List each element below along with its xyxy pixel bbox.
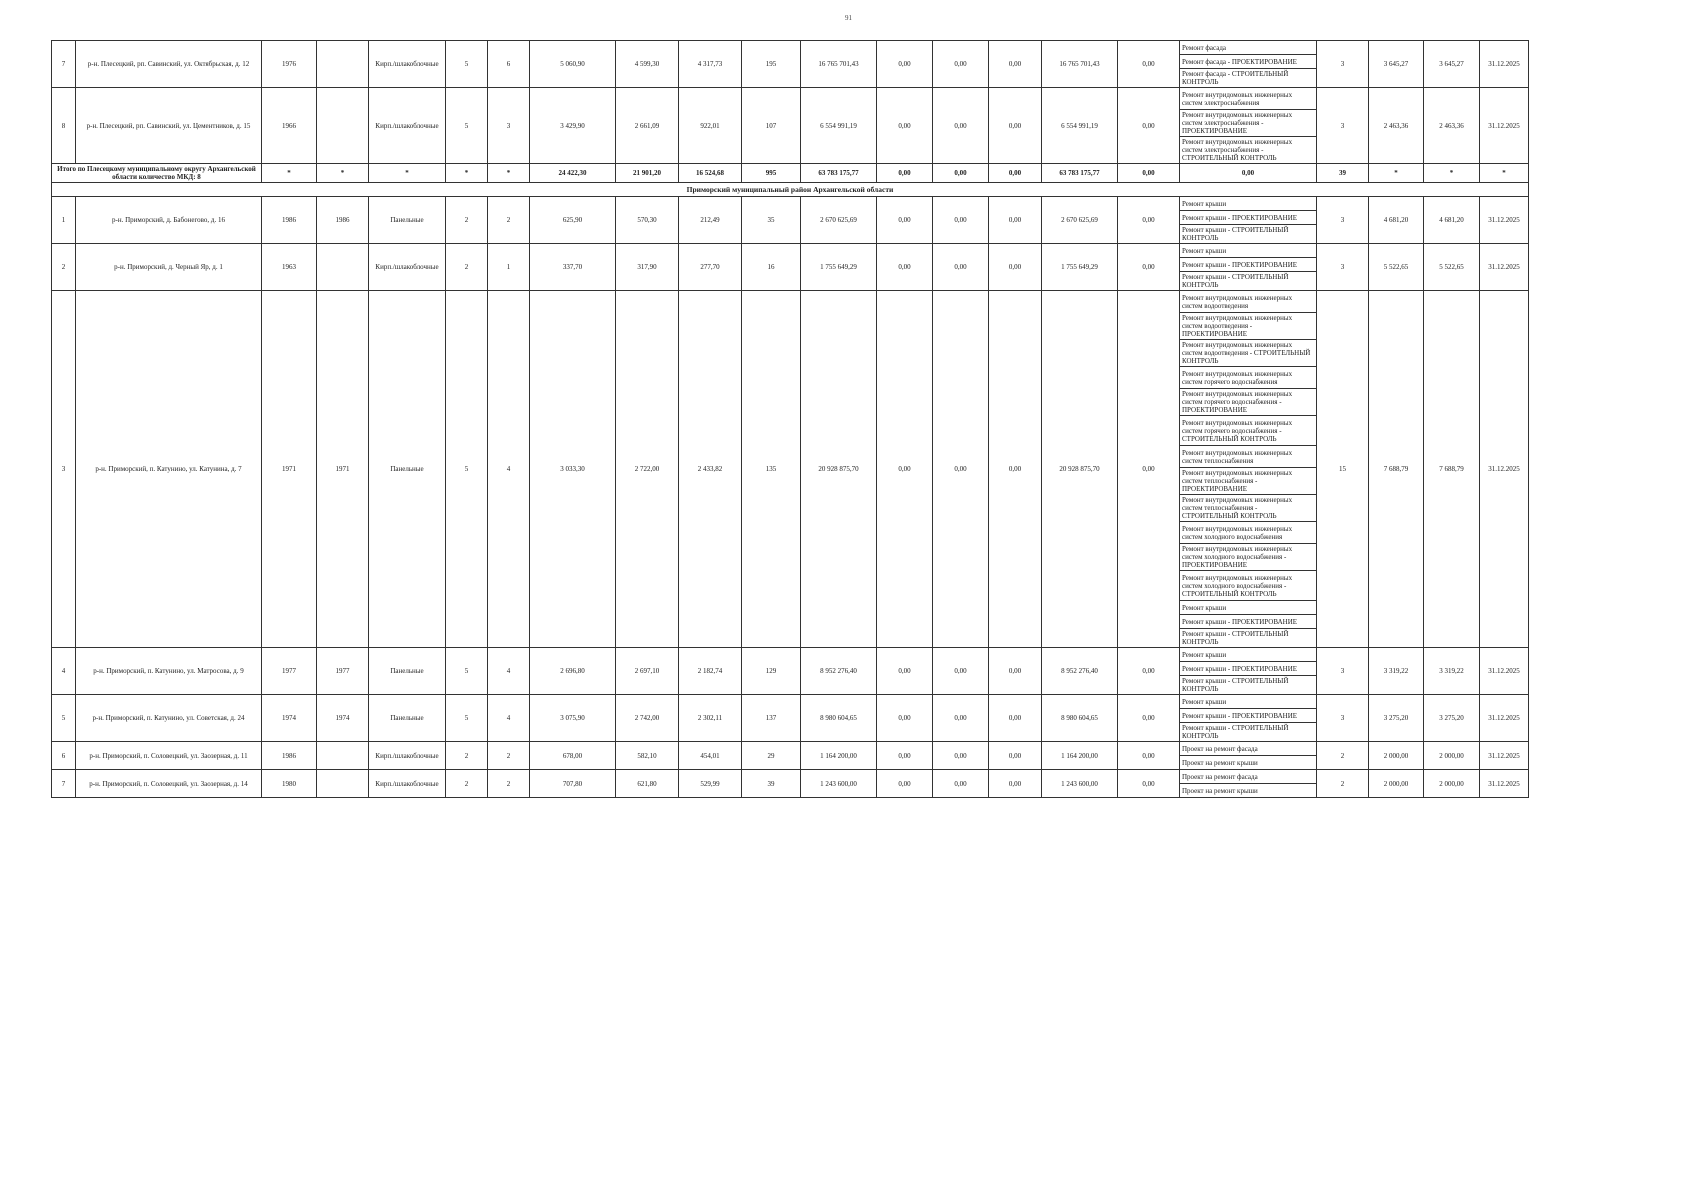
max-unit-cost-cell: 5 522,65 [1424, 244, 1480, 291]
residents-cell: 195 [742, 41, 801, 88]
cost-owners-cell: 20 928 875,70 [1042, 291, 1118, 648]
cost-other-cell: 0,00 [1118, 648, 1180, 695]
cost-federal-cell: 0,00 [877, 88, 933, 164]
cost-regional-cell: 0,00 [933, 742, 989, 770]
row-number: 1 [52, 197, 76, 244]
owned-area-cell: 529,99 [679, 770, 742, 798]
deadline-cell: 31.12.2025 [1480, 695, 1529, 742]
floors-cell: 5 [446, 695, 488, 742]
year-reconstruction-cell: 1971 [317, 291, 369, 648]
table-row [52, 41, 1529, 55]
cost-total-cell: 1 243 600,00 [801, 770, 877, 798]
total-label: Итого по Плесецкому муниципальному округу Архангельской области количество МКД: 8 [52, 164, 262, 183]
total-c-floors-cell: * [446, 164, 488, 183]
work-type-cell: Ремонт крыши - ПРОЕКТИРОВАНИЕ [1180, 211, 1317, 225]
entrances-cell: 4 [488, 648, 530, 695]
cost-federal-cell: 0,00 [877, 648, 933, 695]
floors-cell: 5 [446, 88, 488, 164]
table-row [52, 742, 1529, 756]
cost-other-cell: 0,00 [1118, 88, 1180, 164]
work-type-cell: Ремонт внутридомовых инженерных систем водоотведения [1180, 291, 1317, 313]
wall-material-cell: Кирп./шлакоблочные [369, 88, 446, 164]
entrances-cell: 2 [488, 742, 530, 770]
total-cost-owners-cell: 63 783 175,77 [1042, 164, 1118, 183]
floors-cell: 2 [446, 742, 488, 770]
section-header-row [52, 183, 1529, 197]
total-residents-cell: 995 [742, 164, 801, 183]
row-number: 2 [52, 244, 76, 291]
max-unit-cost-cell: 2 463,36 [1424, 88, 1480, 164]
work-type-cell: Проект на ремонт фасада [1180, 742, 1317, 756]
cost-owners-cell: 1 755 649,29 [1042, 244, 1118, 291]
year-built-cell: 1976 [262, 41, 317, 88]
cost-owners-cell: 6 554 991,19 [1042, 88, 1118, 164]
works-count-cell: 3 [1317, 244, 1369, 291]
table-row [52, 695, 1529, 709]
max-unit-cost-cell: 3 645,27 [1424, 41, 1480, 88]
cost-owners-cell: 1 243 600,00 [1042, 770, 1118, 798]
year-built-cell: 1986 [262, 742, 317, 770]
work-type-cell: Ремонт крыши [1180, 601, 1317, 615]
entrances-cell: 4 [488, 695, 530, 742]
work-type-cell: Ремонт внутридомовых инженерных систем горячего водоснабжения - СТРОИТЕЛЬНЫЙ КОНТРОЛЬ [1180, 416, 1317, 446]
total-works-count-cell: 39 [1317, 164, 1369, 183]
living-area-cell: 570,30 [616, 197, 679, 244]
wall-material-cell: Кирп./шлакоблочные [369, 244, 446, 291]
cost-local-cell: 0,00 [989, 197, 1042, 244]
owned-area-cell: 2 433,82 [679, 291, 742, 648]
year-reconstruction-cell: 1986 [317, 197, 369, 244]
year-built-cell: 1963 [262, 244, 317, 291]
wall-material-cell: Панельные [369, 695, 446, 742]
wall-material-cell: Кирп./шлакоблочные [369, 742, 446, 770]
deadline-cell: 31.12.2025 [1480, 41, 1529, 88]
floors-cell: 5 [446, 41, 488, 88]
work-type-cell: Проект на ремонт фасада [1180, 770, 1317, 784]
work-type-cell: Ремонт фасада [1180, 41, 1317, 55]
entrances-cell: 4 [488, 291, 530, 648]
total-area-cell: 2 696,80 [530, 648, 616, 695]
cost-other-cell: 0,00 [1118, 770, 1180, 798]
row-number: 7 [52, 41, 76, 88]
owned-area-cell: 454,01 [679, 742, 742, 770]
capital-repair-table [51, 40, 1529, 798]
cost-local-cell: 0,00 [989, 41, 1042, 88]
section-title: Приморский муниципальный район Архангельской области [52, 183, 1529, 197]
unit-cost-cell: 5 522,65 [1369, 244, 1424, 291]
work-type-cell: Ремонт внутридомовых инженерных систем электроснабжения - ПРОЕКТИРОВАНИЕ [1180, 110, 1317, 137]
cost-local-cell: 0,00 [989, 648, 1042, 695]
living-area-cell: 2 722,00 [616, 291, 679, 648]
work-type-cell: Ремонт крыши - ПРОЕКТИРОВАНИЕ [1180, 615, 1317, 629]
work-type-cell: Ремонт внутридомовых инженерных систем теплоснабжения [1180, 446, 1317, 468]
entrances-cell: 2 [488, 197, 530, 244]
unit-cost-cell: 2 000,00 [1369, 770, 1424, 798]
address-cell: р-н. Плесецкий, рп. Савинский, ул. Октябрьская, д. 12 [76, 41, 262, 88]
cost-local-cell: 0,00 [989, 770, 1042, 798]
cost-local-cell: 0,00 [989, 88, 1042, 164]
year-built-cell: 1986 [262, 197, 317, 244]
owned-area-cell: 4 317,73 [679, 41, 742, 88]
works-count-cell: 2 [1317, 770, 1369, 798]
entrances-cell: 6 [488, 41, 530, 88]
unit-cost-cell: 3 275,20 [1369, 695, 1424, 742]
max-unit-cost-cell: 4 681,20 [1424, 197, 1480, 244]
deadline-cell: 31.12.2025 [1480, 197, 1529, 244]
address-cell: р-н. Плесецкий, рп. Савинский, ул. Цементников, д. 15 [76, 88, 262, 164]
work-type-cell: Ремонт внутридомовых инженерных систем теплоснабжения - СТРОИТЕЛЬНЫЙ КОНТРОЛЬ [1180, 495, 1317, 522]
deadline-cell: 31.12.2025 [1480, 742, 1529, 770]
cost-owners-cell: 16 765 701,43 [1042, 41, 1118, 88]
living-area-cell: 4 599,30 [616, 41, 679, 88]
year-built-cell: 1974 [262, 695, 317, 742]
total-area-cell: 5 060,90 [530, 41, 616, 88]
total-c-max-cell: * [1424, 164, 1480, 183]
residents-cell: 129 [742, 648, 801, 695]
max-unit-cost-cell: 2 000,00 [1424, 770, 1480, 798]
total-area-cell: 3 429,90 [530, 88, 616, 164]
table-row [52, 770, 1529, 784]
row-number: 8 [52, 88, 76, 164]
cost-total-cell: 2 670 625,69 [801, 197, 877, 244]
residents-cell: 29 [742, 742, 801, 770]
year-reconstruction-cell: 1974 [317, 695, 369, 742]
table-row [52, 88, 1529, 110]
max-unit-cost-cell: 3 319,22 [1424, 648, 1480, 695]
cost-local-cell: 0,00 [989, 742, 1042, 770]
work-type-cell: Ремонт внутридомовых инженерных систем электроснабжения - СТРОИТЕЛЬНЫЙ КОНТРОЛЬ [1180, 137, 1317, 164]
total-row [52, 164, 1529, 183]
total-c-year-recon-cell: * [317, 164, 369, 183]
wall-material-cell: Кирп./шлакоблочные [369, 770, 446, 798]
residents-cell: 35 [742, 197, 801, 244]
work-type-cell: Ремонт крыши - ПРОЕКТИРОВАНИЕ [1180, 709, 1317, 723]
owned-area-cell: 2 182,74 [679, 648, 742, 695]
cost-total-cell: 1 164 200,00 [801, 742, 877, 770]
table-row [52, 291, 1529, 313]
total-cost-federal-cell: 0,00 [877, 164, 933, 183]
works-count-cell: 3 [1317, 648, 1369, 695]
total-c-unit-cell: * [1369, 164, 1424, 183]
cost-regional-cell: 0,00 [933, 197, 989, 244]
owned-area-cell: 277,70 [679, 244, 742, 291]
cost-regional-cell: 0,00 [933, 291, 989, 648]
unit-cost-cell: 2 463,36 [1369, 88, 1424, 164]
work-type-cell: Ремонт внутридомовых инженерных систем холодного водоснабжения - СТРОИТЕЛЬНЫЙ КОНТРОЛЬ [1180, 571, 1317, 601]
work-type-cell: Ремонт внутридомовых инженерных систем горячего водоснабжения [1180, 367, 1317, 389]
deadline-cell: 31.12.2025 [1480, 291, 1529, 648]
deadline-cell: 31.12.2025 [1480, 244, 1529, 291]
cost-total-cell: 6 554 991,19 [801, 88, 877, 164]
cost-federal-cell: 0,00 [877, 291, 933, 648]
living-area-cell: 621,80 [616, 770, 679, 798]
cost-other-cell: 0,00 [1118, 695, 1180, 742]
table-row [52, 648, 1529, 662]
work-type-cell: Ремонт крыши [1180, 197, 1317, 211]
year-built-cell: 1977 [262, 648, 317, 695]
entrances-cell: 2 [488, 770, 530, 798]
works-count-cell: 3 [1317, 41, 1369, 88]
unit-cost-cell: 4 681,20 [1369, 197, 1424, 244]
total-area-cell: 707,80 [530, 770, 616, 798]
work-type-cell: Ремонт внутридомовых инженерных систем электроснабжения [1180, 88, 1317, 110]
max-unit-cost-cell: 2 000,00 [1424, 742, 1480, 770]
work-type-cell: Ремонт крыши [1180, 648, 1317, 662]
total-area-cell: 337,70 [530, 244, 616, 291]
cost-regional-cell: 0,00 [933, 244, 989, 291]
total-cost-regional-cell: 0,00 [933, 164, 989, 183]
cost-owners-cell: 2 670 625,69 [1042, 197, 1118, 244]
cost-federal-cell: 0,00 [877, 244, 933, 291]
page-number: 91 [845, 14, 852, 22]
address-cell: р-н. Приморский, д. Бабонегово, д. 16 [76, 197, 262, 244]
floors-cell: 2 [446, 197, 488, 244]
total-cost-local-cell: 0,00 [989, 164, 1042, 183]
cost-federal-cell: 0,00 [877, 742, 933, 770]
deadline-cell: 31.12.2025 [1480, 770, 1529, 798]
work-type-cell: Ремонт крыши - СТРОИТЕЛЬНЫЙ КОНТРОЛЬ [1180, 629, 1317, 648]
work-type-cell: Ремонт внутридомовых инженерных систем холодного водоснабжения - ПРОЕКТИРОВАНИЕ [1180, 544, 1317, 571]
wall-material-cell: Панельные [369, 648, 446, 695]
work-type-cell: Ремонт крыши - СТРОИТЕЛЬНЫЙ КОНТРОЛЬ [1180, 676, 1317, 695]
year-reconstruction-cell [317, 770, 369, 798]
works-count-cell: 3 [1317, 695, 1369, 742]
work-type-cell: Ремонт фасада - СТРОИТЕЛЬНЫЙ КОНТРОЛЬ [1180, 69, 1317, 88]
year-reconstruction-cell [317, 244, 369, 291]
year-reconstruction-cell [317, 742, 369, 770]
residents-cell: 107 [742, 88, 801, 164]
work-type-cell: Ремонт крыши - ПРОЕКТИРОВАНИЕ [1180, 258, 1317, 272]
entrances-cell: 3 [488, 88, 530, 164]
unit-cost-cell: 3 319,22 [1369, 648, 1424, 695]
address-cell: р-н. Приморский, п. Катунино, ул. Катунина, д. 7 [76, 291, 262, 648]
residents-cell: 39 [742, 770, 801, 798]
cost-local-cell: 0,00 [989, 695, 1042, 742]
living-area-cell: 2 742,00 [616, 695, 679, 742]
unit-cost-cell: 7 688,79 [1369, 291, 1424, 648]
row-number: 3 [52, 291, 76, 648]
cost-federal-cell: 0,00 [877, 770, 933, 798]
living-area-cell: 2 661,09 [616, 88, 679, 164]
total-c-entrances-cell: * [488, 164, 530, 183]
work-type-cell: Ремонт крыши - СТРОИТЕЛЬНЫЙ КОНТРОЛЬ [1180, 272, 1317, 291]
floors-cell: 2 [446, 770, 488, 798]
total-c-wall-cell: * [369, 164, 446, 183]
total-living-area-cell: 21 901,20 [616, 164, 679, 183]
year-built-cell: 1980 [262, 770, 317, 798]
year-reconstruction-cell [317, 88, 369, 164]
work-type-cell: Ремонт внутридомовых инженерных систем горячего водоснабжения - ПРОЕКТИРОВАНИЕ [1180, 389, 1317, 416]
works-count-cell: 2 [1317, 742, 1369, 770]
cost-regional-cell: 0,00 [933, 41, 989, 88]
cost-other-cell: 0,00 [1118, 41, 1180, 88]
total-c-deadline-cell: * [1480, 164, 1529, 183]
cost-regional-cell: 0,00 [933, 648, 989, 695]
max-unit-cost-cell: 3 275,20 [1424, 695, 1480, 742]
cost-other-cell: 0,00 [1118, 291, 1180, 648]
address-cell: р-н. Приморский, д. Черный Яр, д. 1 [76, 244, 262, 291]
year-built-cell: 1966 [262, 88, 317, 164]
work-type-cell: Ремонт крыши [1180, 244, 1317, 258]
year-reconstruction-cell: 1977 [317, 648, 369, 695]
cost-total-cell: 1 755 649,29 [801, 244, 877, 291]
cost-federal-cell: 0,00 [877, 695, 933, 742]
address-cell: р-н. Приморский, п. Катунино, ул. Советская, д. 24 [76, 695, 262, 742]
floors-cell: 2 [446, 244, 488, 291]
owned-area-cell: 922,01 [679, 88, 742, 164]
row-number: 6 [52, 742, 76, 770]
cost-local-cell: 0,00 [989, 244, 1042, 291]
work-type-cell: Ремонт крыши - СТРОИТЕЛЬНЫЙ КОНТРОЛЬ [1180, 225, 1317, 244]
cost-other-cell: 0,00 [1118, 244, 1180, 291]
cost-owners-cell: 8 980 604,65 [1042, 695, 1118, 742]
living-area-cell: 317,90 [616, 244, 679, 291]
table-row [52, 197, 1529, 211]
year-built-cell: 1971 [262, 291, 317, 648]
cost-regional-cell: 0,00 [933, 88, 989, 164]
work-type-cell: Ремонт крыши - ПРОЕКТИРОВАНИЕ [1180, 662, 1317, 676]
table-row [52, 244, 1529, 258]
address-cell: р-н. Приморский, п. Катунино, ул. Матросова, д. 9 [76, 648, 262, 695]
work-type-cell: Ремонт внутридомовых инженерных систем теплоснабжения - ПРОЕКТИРОВАНИЕ [1180, 468, 1317, 495]
living-area-cell: 582,10 [616, 742, 679, 770]
works-count-cell: 3 [1317, 88, 1369, 164]
floors-cell: 5 [446, 648, 488, 695]
floors-cell: 5 [446, 291, 488, 648]
cost-regional-cell: 0,00 [933, 770, 989, 798]
total-area-cell: 3 033,30 [530, 291, 616, 648]
cost-other-cell: 0,00 [1118, 197, 1180, 244]
cost-owners-cell: 1 164 200,00 [1042, 742, 1118, 770]
cost-federal-cell: 0,00 [877, 197, 933, 244]
cost-federal-cell: 0,00 [877, 41, 933, 88]
work-type-cell: Проект на ремонт крыши [1180, 784, 1317, 798]
unit-cost-cell: 2 000,00 [1369, 742, 1424, 770]
work-type-cell: Проект на ремонт крыши [1180, 756, 1317, 770]
cost-total-cell: 16 765 701,43 [801, 41, 877, 88]
deadline-cell: 31.12.2025 [1480, 88, 1529, 164]
cost-owners-cell: 8 952 276,40 [1042, 648, 1118, 695]
owned-area-cell: 2 302,11 [679, 695, 742, 742]
total-area-cell: 625,90 [530, 197, 616, 244]
residents-cell: 137 [742, 695, 801, 742]
residents-cell: 16 [742, 244, 801, 291]
total-work-value-cell: 0,00 [1180, 164, 1317, 183]
year-reconstruction-cell [317, 41, 369, 88]
cost-total-cell: 8 980 604,65 [801, 695, 877, 742]
work-type-cell: Ремонт крыши [1180, 695, 1317, 709]
works-count-cell: 15 [1317, 291, 1369, 648]
total-area-cell: 3 075,90 [530, 695, 616, 742]
living-area-cell: 2 697,10 [616, 648, 679, 695]
work-type-cell: Ремонт фасада - ПРОЕКТИРОВАНИЕ [1180, 55, 1317, 69]
wall-material-cell: Кирп./шлакоблочные [369, 41, 446, 88]
work-type-cell: Ремонт внутридомовых инженерных систем водоотведения - СТРОИТЕЛЬНЫЙ КОНТРОЛЬ [1180, 340, 1317, 367]
wall-material-cell: Панельные [369, 291, 446, 648]
residents-cell: 135 [742, 291, 801, 648]
row-number: 4 [52, 648, 76, 695]
wall-material-cell: Панельные [369, 197, 446, 244]
cost-regional-cell: 0,00 [933, 695, 989, 742]
work-type-cell: Ремонт внутридомовых инженерных систем водоотведения - ПРОЕКТИРОВАНИЕ [1180, 313, 1317, 340]
cost-other-cell: 0,00 [1118, 742, 1180, 770]
total-owned-area-cell: 16 524,68 [679, 164, 742, 183]
row-number: 7 [52, 770, 76, 798]
entrances-cell: 1 [488, 244, 530, 291]
total-c-year-built-cell: * [262, 164, 317, 183]
address-cell: р-н. Приморский, п. Соловецкий, ул. Заозерная, д. 11 [76, 742, 262, 770]
unit-cost-cell: 3 645,27 [1369, 41, 1424, 88]
owned-area-cell: 212,49 [679, 197, 742, 244]
total-area-cell: 678,00 [530, 742, 616, 770]
total-cost-total-cell: 63 783 175,77 [801, 164, 877, 183]
max-unit-cost-cell: 7 688,79 [1424, 291, 1480, 648]
works-count-cell: 3 [1317, 197, 1369, 244]
deadline-cell: 31.12.2025 [1480, 648, 1529, 695]
work-type-cell: Ремонт внутридомовых инженерных систем холодного водоснабжения [1180, 522, 1317, 544]
cost-total-cell: 8 952 276,40 [801, 648, 877, 695]
total-total-area-cell: 24 422,30 [530, 164, 616, 183]
cost-local-cell: 0,00 [989, 291, 1042, 648]
address-cell: р-н. Приморский, п. Соловецкий, ул. Заозерная, д. 14 [76, 770, 262, 798]
total-cost-other-cell: 0,00 [1118, 164, 1180, 183]
row-number: 5 [52, 695, 76, 742]
work-type-cell: Ремонт крыши - СТРОИТЕЛЬНЫЙ КОНТРОЛЬ [1180, 723, 1317, 742]
cost-total-cell: 20 928 875,70 [801, 291, 877, 648]
